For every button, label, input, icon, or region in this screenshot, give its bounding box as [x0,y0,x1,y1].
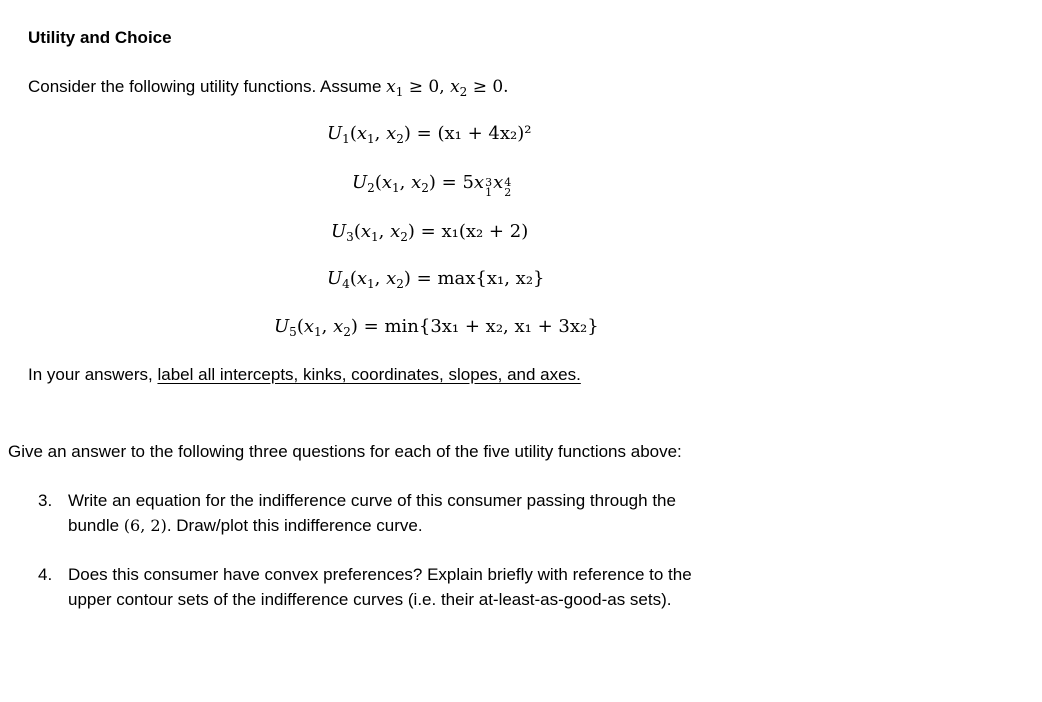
answers-instruction [28,365,581,385]
equation-u1: $U_1(x_1$, $x_2) = (x_1 + 4x_2)^2$ [327,123,532,146]
intro-text: Consider the following utility functions. Assume [28,77,382,96]
question-3-number: 3. [38,491,53,510]
section-title: Utility and Choice [28,28,172,47]
question-4-line2: upper contour sets of the indifference curves (i.e. their at-least-as-good-as sets). [68,590,672,609]
give-answer-text: Give an answer to the following three questions for each of the five utility functions above: [8,442,682,461]
equation-u4: $U_4(x_1$, $x_2) = \max\{x_1$, x₂} [327,268,545,291]
equation-u5: $U_5(x_1$, $x_2) = \min\{3x_1 + x_2$, x₁ + 3x₂} [274,316,599,339]
equation-u1-rhs: (x₁ + 4x₂)² [437,123,532,144]
equation-u2-coef: 5 [462,172,474,193]
answers-underlined: label all intercepts, kinks, coordinates, slopes, and axes. [157,365,581,384]
equation-u3-rhs: x₁(x₂ + 2) [441,221,529,242]
equation-u4-rhs: max{x₁, x₂} [437,268,545,289]
intro-assumption: $x_1 \ge 0$, $x_2 \ge 0$. [386,77,509,99]
equation-u2: $U_2(x_1$, $x_2) = 5x$ 3 1 x 4 2 [352,172,512,199]
question-3-bundle-prefix: bundle [68,516,120,535]
question-3-line1: Write an equation for the indifference curve of this consumer passing through the [68,491,676,510]
question-4-number: 4. [38,565,53,584]
intro-line [28,77,509,99]
answers-prefix: In your answers, [28,365,153,384]
question-3-line2 [68,516,423,536]
question-3-bundle: (6, 2) [123,516,167,535]
question-3-bundle-suffix: . Draw/plot this indifference curve. [166,516,423,535]
question-4-line1: Does this consumer have convex preferences? Explain briefly with reference to the [68,565,692,584]
equation-u5-rhs: min{3x₁ + x₂, x₁ + 3x₂} [384,316,599,337]
equation-u3: $U_3(x_1$, $x_2) = x_1(x_2 + 2)$ [331,221,529,244]
